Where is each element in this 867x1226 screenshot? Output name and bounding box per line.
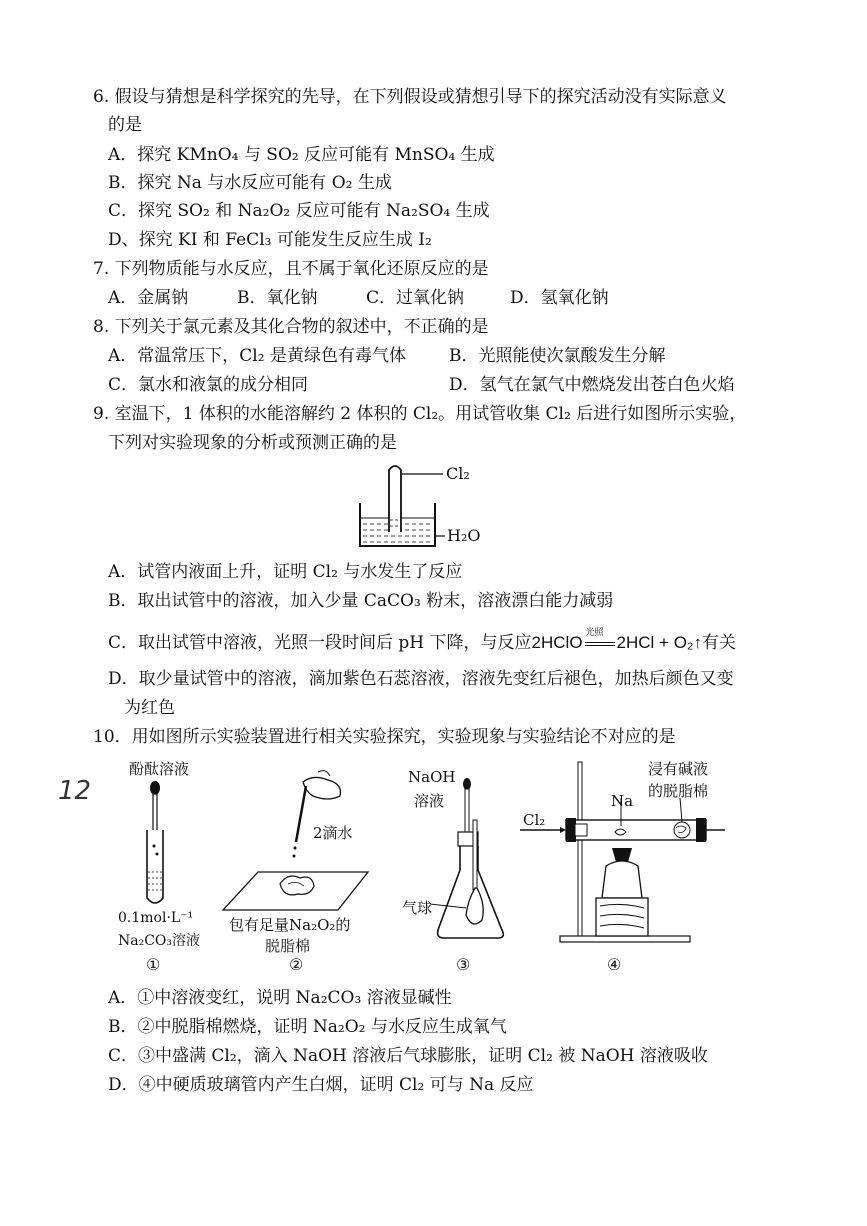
q9-eq-condition: 光照 <box>585 628 604 638</box>
fig2-number: ② <box>289 955 304 974</box>
fig3-solution-label: 溶液 <box>414 792 445 810</box>
q9-option-b: B．取出试管中的溶液，加入少量 CaCO₃ 粉末，溶液漂白能力减弱 <box>108 591 614 611</box>
fig1-concentration-label: 0.1mol·L⁻¹ <box>118 910 194 926</box>
q8-option-d: D．氢气在氯气中燃烧发出苍白色火焰 <box>449 375 735 395</box>
test-tube-dropper-figure <box>130 780 190 910</box>
q8-option-b: B．光照能使次氯酸发生分解 <box>449 346 666 366</box>
fig3-naoh-label: NaOH <box>408 768 456 786</box>
q8-option-c: C．氯水和液氯的成分相同 <box>108 375 309 395</box>
fig1-number: ① <box>146 955 161 974</box>
fig3-number: ③ <box>456 955 471 974</box>
q6-stem-line2: 的是 <box>108 115 142 135</box>
q6-option-d: D、探究 KI 和 FeCl₃ 可能发生反应生成 I₂ <box>108 230 432 250</box>
fig4-top-label-line2: 的脱脂棉 <box>648 782 709 800</box>
q9-stem-line1: 9. 室温下，1 体积的水能溶解约 2 体积的 Cl₂。用试管收集 Cl₂ 后进行如图所示实验， <box>93 404 747 424</box>
q10-option-d: D．④中硬质玻璃管内产生白烟，证明 Cl₂ 可与 Na 反应 <box>108 1075 534 1095</box>
q10-option-c: C．③中盛满 Cl₂，滴入 NaOH 溶液后气球膨胀，证明 Cl₂ 被 NaOH 溶液吸收 <box>108 1046 708 1066</box>
q7-option-b: B．氧化钠 <box>237 288 318 308</box>
q9-option-c-suffix: 有关 <box>702 633 737 653</box>
q6-stem-line1: 6. 假设与猜想是科学探究的先导，在下列假设或猜想引导下的探究活动没有实际意义 <box>93 87 727 107</box>
flask-balloon-figure <box>430 770 510 950</box>
q6-option-a: A．探究 KMnO₄ 与 SO₂ 反应可能有 MnSO₄ 生成 <box>108 145 495 165</box>
q7-option-c: C．过氧化钠 <box>366 288 465 308</box>
q7-option-d: D．氢氧化钠 <box>510 288 609 308</box>
fig2-label-line2: 脱脂棉 <box>265 937 311 955</box>
q6-option-c: C．探究 SO₂ 和 Na₂O₂ 反应可能有 Na₂SO₄ 生成 <box>108 201 490 221</box>
fig3-balloon-label: 气球 <box>402 899 433 917</box>
fig4-cl2-label: Cl₂ <box>523 811 546 829</box>
q7-stem: 7. 下列物质能与水反应，且不属于氧化还原反应的是 <box>93 259 489 279</box>
q9-option-c <box>108 628 737 654</box>
q8-stem: 8. 下列关于氯元素及其化合物的叙述中，不正确的是 <box>93 317 489 337</box>
fig1-solution-label: Na₂CO₃溶液 <box>118 933 201 949</box>
fig4-na-label: Na <box>611 792 634 810</box>
q8-option-a: A．常温常压下，Cl₂ 是黄绿色有毒气体 <box>108 346 406 366</box>
q7-option-a: A．金属钠 <box>108 288 189 308</box>
q10-option-a: A．①中溶液变红，说明 Na₂CO₃ 溶液显碱性 <box>108 988 452 1008</box>
q10-option-b: B．②中脱脂棉燃烧，证明 Na₂O₂ 与水反应生成氧气 <box>108 1017 507 1037</box>
q9-eq-left: 2HClO <box>531 633 583 652</box>
q9-option-d-line1: D．取少量试管中的溶液，滴加紫色石蕊溶液，溶液先变红后褪色，加热后颜色又变 <box>108 669 734 689</box>
fig2-label-line1: 包有足量Na₂O₂的 <box>229 916 351 934</box>
handwritten-margin-note: 12 <box>58 776 92 806</box>
q9-stem-line2: 下列对实验现象的分析或预测正确的是 <box>108 433 397 453</box>
q9-option-a: A．试管内液面上升，证明 Cl₂ 与水发生了反应 <box>108 562 463 582</box>
q10-stem: 10．用如图所示实验装置进行相关实验探究，实验现象与实验结论不对应的是 <box>93 727 676 747</box>
q9-eq-arrow <box>583 628 617 654</box>
q9-fig-cl2-label: Cl₂ <box>446 464 470 483</box>
fig2-water-label: 2滴水 <box>313 824 353 842</box>
q9-option-c-prefix: C．取出试管中溶液，光照一段时间后 pH 下降，与反应 <box>108 633 532 653</box>
fig4-top-label-line1: 浸有碱液 <box>648 760 709 778</box>
q6-option-b: B．探究 Na 与水反应可能有 O₂ 生成 <box>108 173 392 193</box>
q9-eq-right: 2HCl + O₂↑ <box>616 633 703 652</box>
glass-tube-stand-figure <box>520 758 730 948</box>
fig4-number: ④ <box>607 955 622 974</box>
fig1-top-label: 酚酞溶液 <box>129 760 190 778</box>
q9-option-d-line2: 为红色 <box>124 698 175 718</box>
q9-fig-h2o-label: H₂O <box>447 526 481 545</box>
dropper-cotton-figure <box>218 762 378 912</box>
